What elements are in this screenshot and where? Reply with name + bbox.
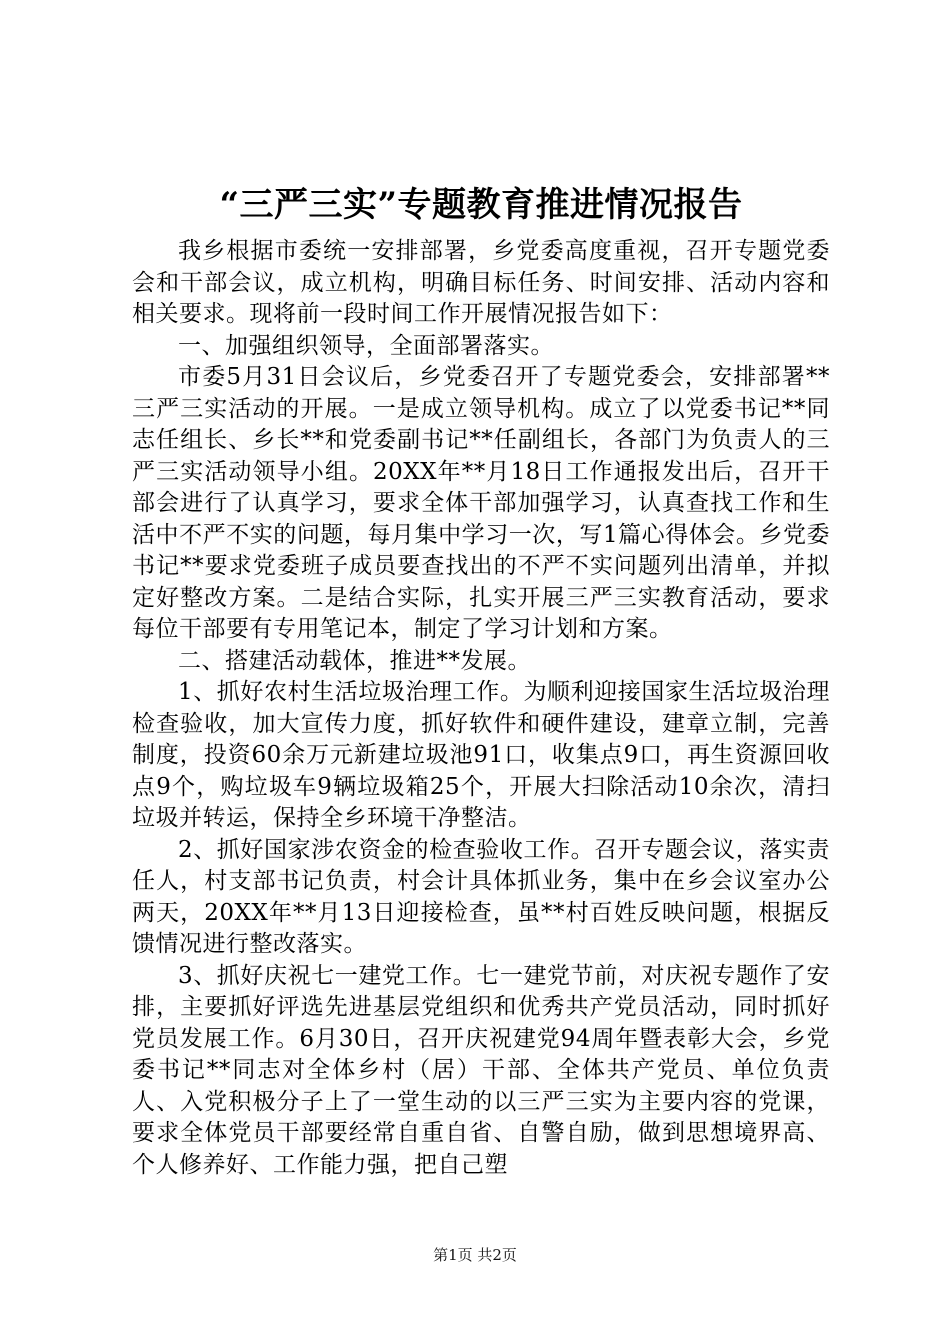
document-body [132,236,830,1181]
section-heading-2: 二、搭建活动载体，推进**发展。 [178,647,531,674]
item-3-paragraph: 3、抓好庆祝七一建党工作。七一建党节前，对庆祝专题作了安排，主要抓好评选先进基层党组织和优秀共产党员活动，同时抓好党员发展工作。6月30日，召开庆祝建党94周年暨表彰大会，乡党委书记**同志对全体乡村（居）干部、全体共产党员、单位负责人、入党积极分子上了一堂生动的以三严三实为主要内容的党课，要求全体党员干部要经常自重自省、自警自励，做到思想境界高、个人修养好、工作能力强，把自己塑 [132,962,830,1178]
document-title: “三严三实”专题教育推进情况报告 [219,185,743,225]
section-1-paragraph: 市委5月31日会议后，乡党委召开了专题党委会，安排部署**三严三实活动的开展。一是成立领导机构。成立了以党委书记**同志任组长、乡长**和党委副书记**任副组长，各部门为负责人的三严三实活动领导小组。20XX年**月18日工作通报发出后，召开干部会进行了认真学习，要求全体干部加强学习，认真查找工作和生活中不严不实的问题，每月集中学习一次，写1篇心得体会。乡党委书记**要求党委班子成员要查找出的不严不实问题列出清单，并拟定好整改方案。二是结合实际，扎实开展三严三实教育活动，要求每位干部要有专用笔记本，制定了学习计划和方案。 [132,364,830,642]
section-heading-1: 一、加强组织领导，全面部署落实。 [178,332,554,359]
item-1-paragraph: 1、抓好农村生活垃圾治理工作。为顺利迎接国家生活垃圾治理检查验收，加大宣传力度，抓好软件和硬件建设，建章立制，完善制度，投资60余万元新建垃圾池91口，收集点9口，再生资源回收点9个，购垃圾车9辆垃圾箱25个，开展大扫除活动10余次，清扫垃圾并转运，保持全乡环境干净整洁。 [132,679,830,831]
intro-paragraph: 我乡根据市委统一安排部署，乡党委高度重视，召开专题党委会和干部会议，成立机构，明确目标任务、时间安排、活动内容和相关要求。现将前一段时间工作开展情况报告如下： [132,238,830,327]
item-2-paragraph: 2、抓好国家涉农资金的检查验收工作。召开专题会议，落实责任人，村支部书记负责，村会计具体抓业务，集中在乡会议室办公两天，20XX年**月13日迎接检查，虽**村百姓反映问题，根据反馈情况进行整改落实。 [132,836,830,957]
page-footer: 第1页 共2页 [433,1246,517,1264]
